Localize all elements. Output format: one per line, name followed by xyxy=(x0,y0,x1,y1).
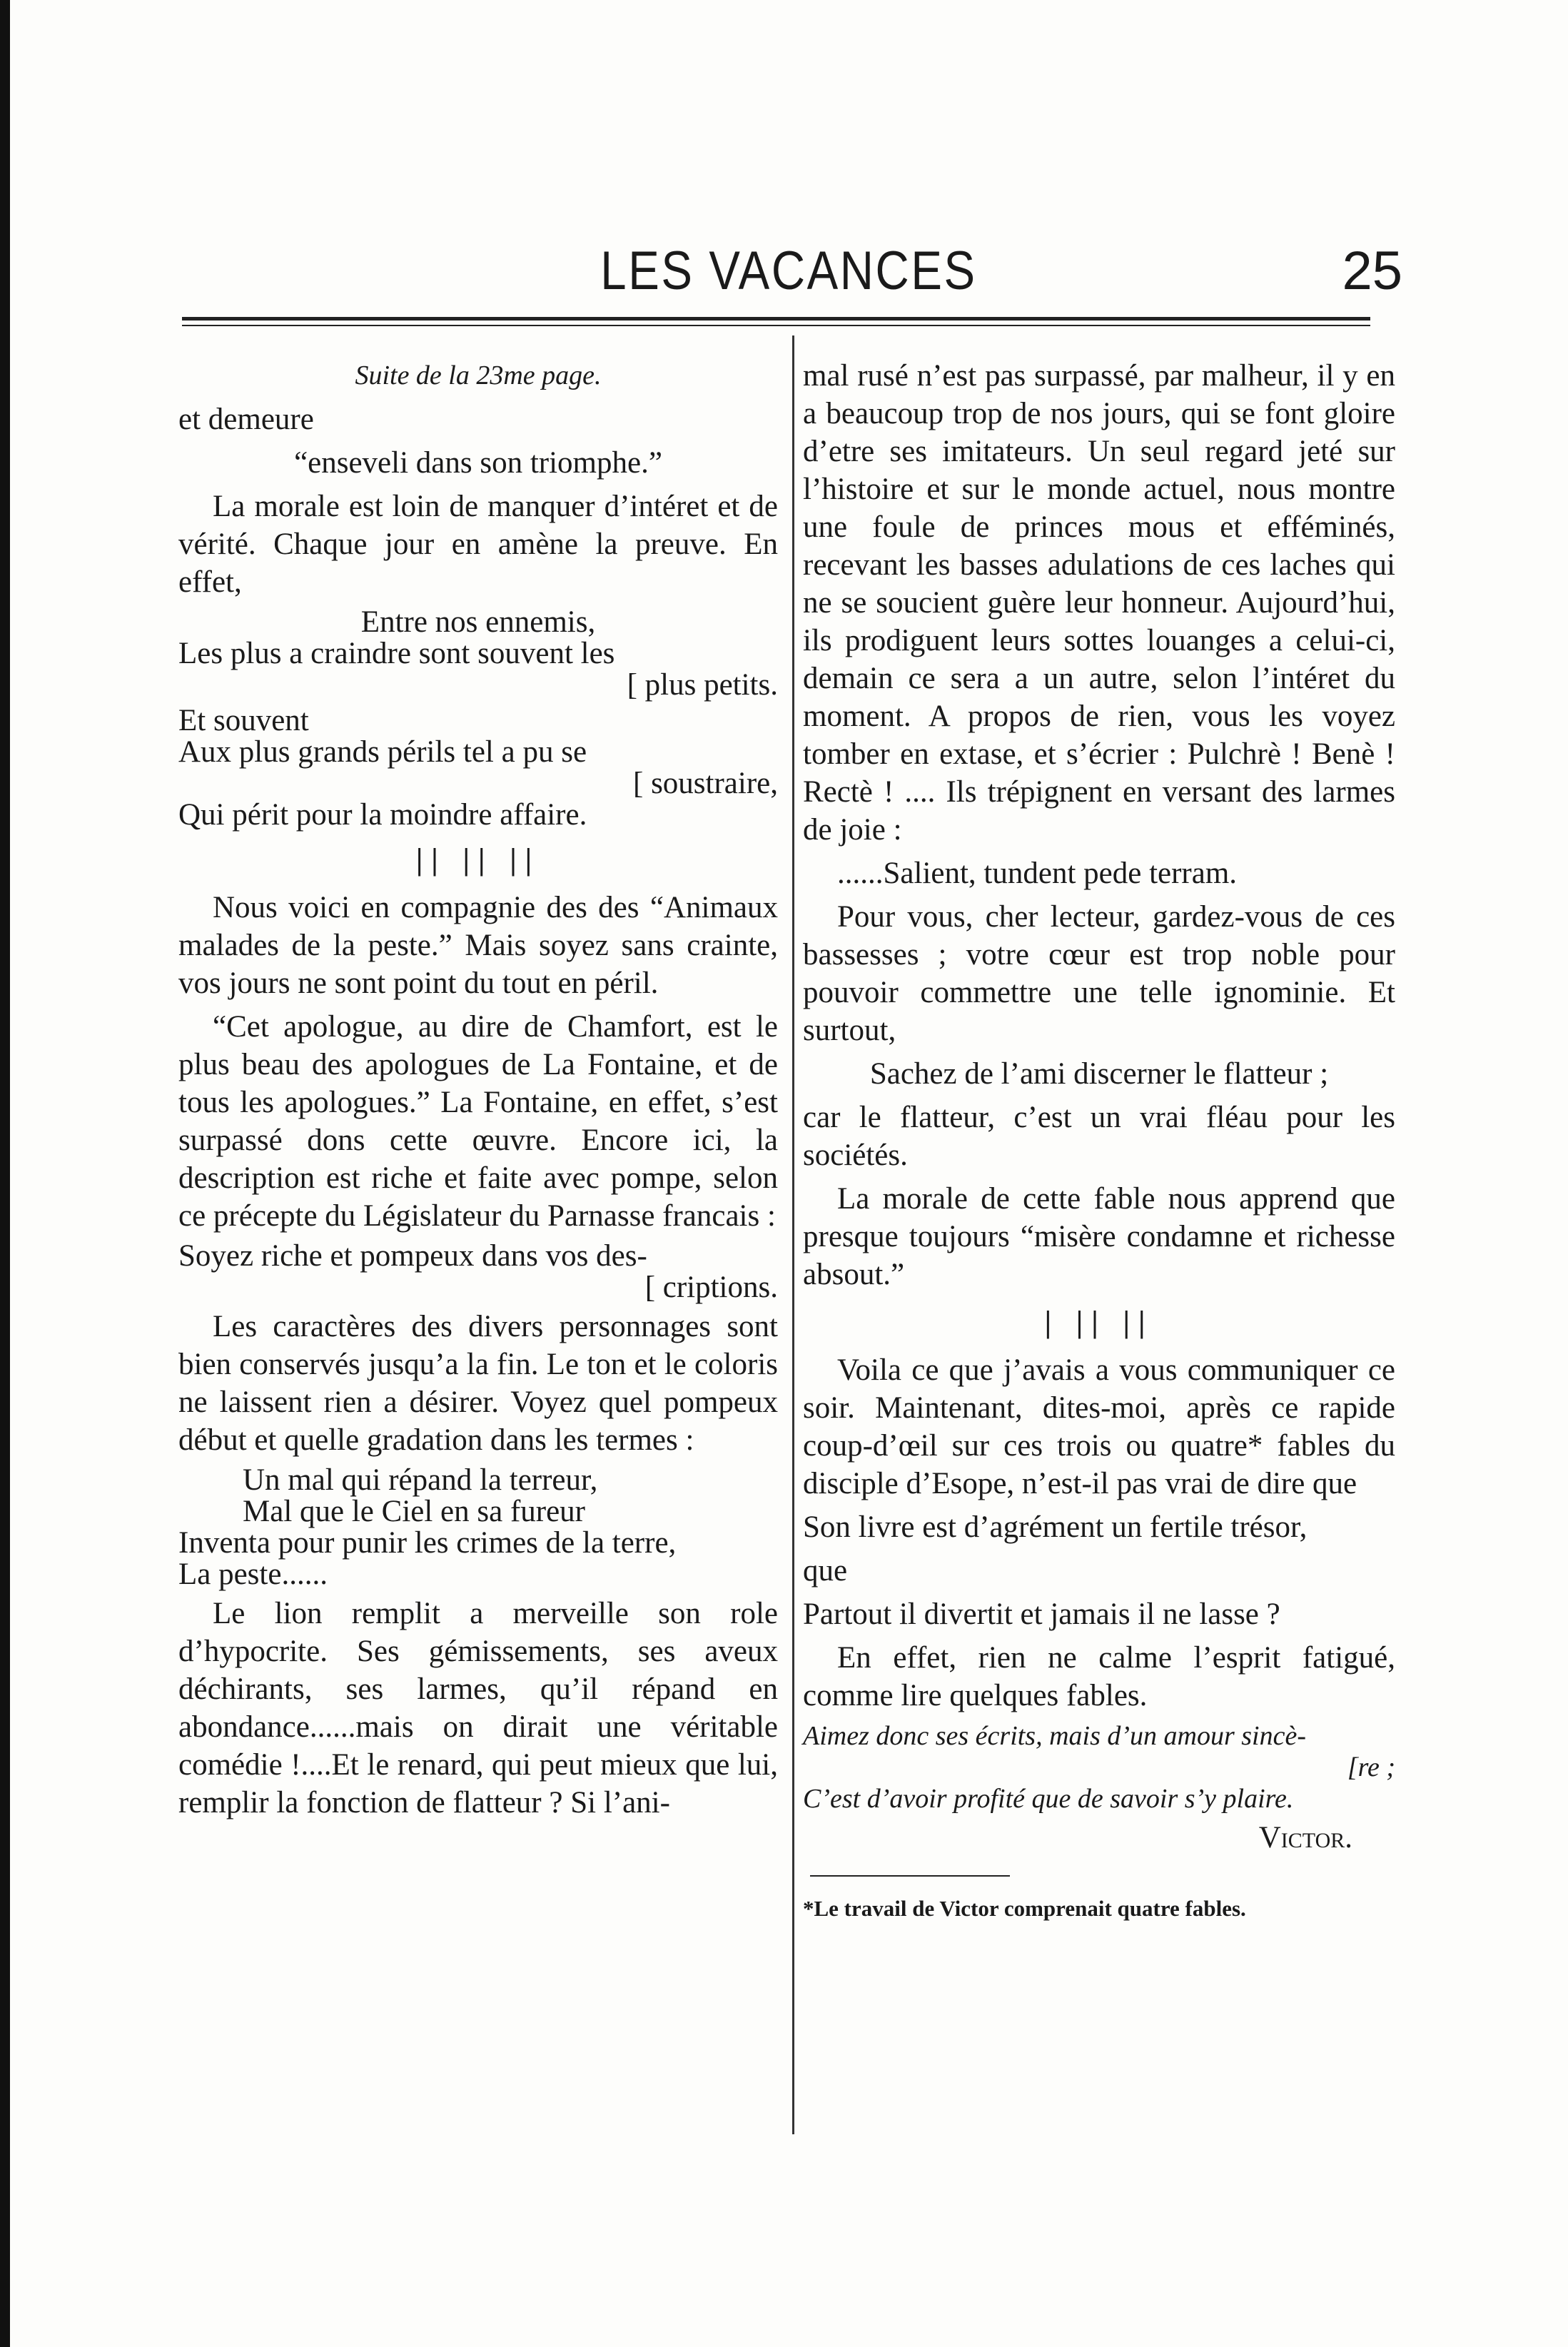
left-column xyxy=(178,357,778,1827)
verse-line: Mal que le Ciel en sa fureur xyxy=(243,1495,585,1528)
verse-line: Inventa pour punir les crimes de la terre, xyxy=(178,1526,677,1560)
verse-block xyxy=(178,607,778,701)
verse-line: [re ; xyxy=(1347,1752,1395,1782)
column-divider xyxy=(792,335,794,2134)
verse-line: ......Salient, tundent pede terram. xyxy=(837,857,1238,890)
paragraph: “Cet apologue, au dire de Chamfort, est le plus beau des apologues de La Fontaine, et de tous les apologues.” La Fontaine, en effet, s’est surpassé dons cette œuvre. Encore ici, la description est riche et faite avec pompe, selon ce précepte du Législateur du Parnasse francais : xyxy=(178,1010,778,1233)
paragraph: Nous voici en compagnie des des “Animaux malades de la peste.” Mais soyez sans crainte, vos jours ne sont point du tout en péril. xyxy=(178,891,778,1000)
verse-block xyxy=(178,1465,778,1590)
footnote: *Le travail de Victor comprenait quatre fables. xyxy=(803,1896,1246,1921)
verse-line: Aimez donc ses écrits, mais d’un amour sincè- xyxy=(803,1721,1307,1751)
verse-line: Partout il divertit et jamais il ne lasse ? xyxy=(803,1598,1280,1631)
paragraph: Les caractères des divers personnages sont bien conservés jusqu’a la fin. Le ton et le coloris ne laissent rien a désirer. Voyez quel pompeux début et quelle gradation dans les termes : xyxy=(178,1310,778,1457)
text-line: et demeure xyxy=(178,403,314,436)
verse-line: Qui périt pour la moindre affaire. xyxy=(178,798,587,832)
verse-block xyxy=(803,1720,1395,1814)
verse-line: Un mal qui répand la terreur, xyxy=(243,1463,598,1497)
right-column xyxy=(803,357,1395,1927)
footnote-rule xyxy=(810,1875,1010,1877)
section-ornament: | || || xyxy=(1044,1306,1154,1339)
paragraph: En effet, rien ne calme l’esprit fatigué, comme lire quelques fables. xyxy=(803,1641,1395,1712)
verse-line: Sachez de l’ami discerner le flatteur ; xyxy=(869,1057,1329,1091)
quote-line: “enseveli dans son triomphe.” xyxy=(294,446,662,480)
section-ornament: || || || xyxy=(415,843,541,877)
paragraph: Voila ce que j’avais a vous communiquer ce soir. Maintenant, dites-moi, après ce rapide coup-d’œil sur ces trois ou quatre* fables du disciple d’Esope, n’est-il pas vrai de dire que xyxy=(803,1353,1395,1500)
paragraph: La morale de cette fable nous apprend que presque toujours “misère condamne et richesse absout.” xyxy=(803,1182,1395,1291)
text-line: que xyxy=(803,1554,848,1588)
page-binding-edge xyxy=(0,0,10,2347)
verse-line: C’est d’avoir profité que de savoir s’y plaire. xyxy=(803,1784,1294,1814)
header-rule-thin xyxy=(182,325,1370,326)
paragraph: car le flatteur, c’est un vrai fléau pour les sociétés. xyxy=(803,1101,1395,1172)
verse-line: Son livre est d’agrément un fertile trésor, xyxy=(803,1510,1307,1544)
verse-line: Et souvent xyxy=(178,704,309,737)
paragraph: Pour vous, cher lecteur, gardez-vous de ces bassesses ; votre cœur est trop noble pour pouvoir commettre une telle ignominie. Et surtout, xyxy=(803,900,1395,1047)
page-number: 25 xyxy=(1342,241,1402,301)
running-header xyxy=(175,227,1402,313)
verse-line: Entre nos ennemis, xyxy=(360,605,596,639)
paragraph: mal rusé n’est pas surpassé, par malheur, il y en a beaucoup trop de nos jours, qui se font gloire d’etre ses imitateurs. Un seul regard jeté sur l’histoire et sur le monde actuel, nous montre une foule de princes mous et efféminés, recevant les basses adulations de ces laches qui ne se soucient guère leur honneur. Aujourd’hui, ils prodiguent leurs sottes louanges a celui-ci, demain ce sera a un autre, selon l’intéret du moment. A propos de rien, vous les voyez tomber en extase, et s’écrier : Pulchrè ! Benè ! Rectè ! .... Ils trépignent en versant des larmes de joie : xyxy=(803,359,1395,847)
verse-block xyxy=(178,1241,778,1303)
verse-line: La peste...... xyxy=(178,1558,328,1591)
verse-line: Les plus a craindre sont souvent les xyxy=(178,637,615,670)
verse-line: [ plus petits. xyxy=(627,668,778,702)
verse-line: Aux plus grands périls tel a pu se xyxy=(178,735,587,769)
page-title: LES VACANCES xyxy=(600,241,977,301)
verse-line: Soyez riche et pompeux dans vos des- xyxy=(178,1239,647,1273)
paragraph: La morale est loin de manquer d’intéret et de vérité. Chaque jour en amène la preuve. En effet, xyxy=(178,490,778,599)
author-signature: Victor. xyxy=(1258,1821,1352,1854)
continuation-note: Suite de la 23me page. xyxy=(355,360,602,390)
verse-line: [ criptions. xyxy=(644,1271,778,1304)
verse-block xyxy=(178,705,778,831)
verse-line: [ soustraire, xyxy=(633,767,778,800)
paragraph: Le lion remplit a merveille son role d’hypocrite. Ses gémissements, ses aveux déchirants, ses larmes, qu’il répand en abondance......mais on dirait une véritable comédie !....Et le renard, qui peut mieux que lui, remplir la fonction de flatteur ? Si l’ani- xyxy=(178,1597,778,1819)
header-rule-thick xyxy=(182,317,1370,320)
